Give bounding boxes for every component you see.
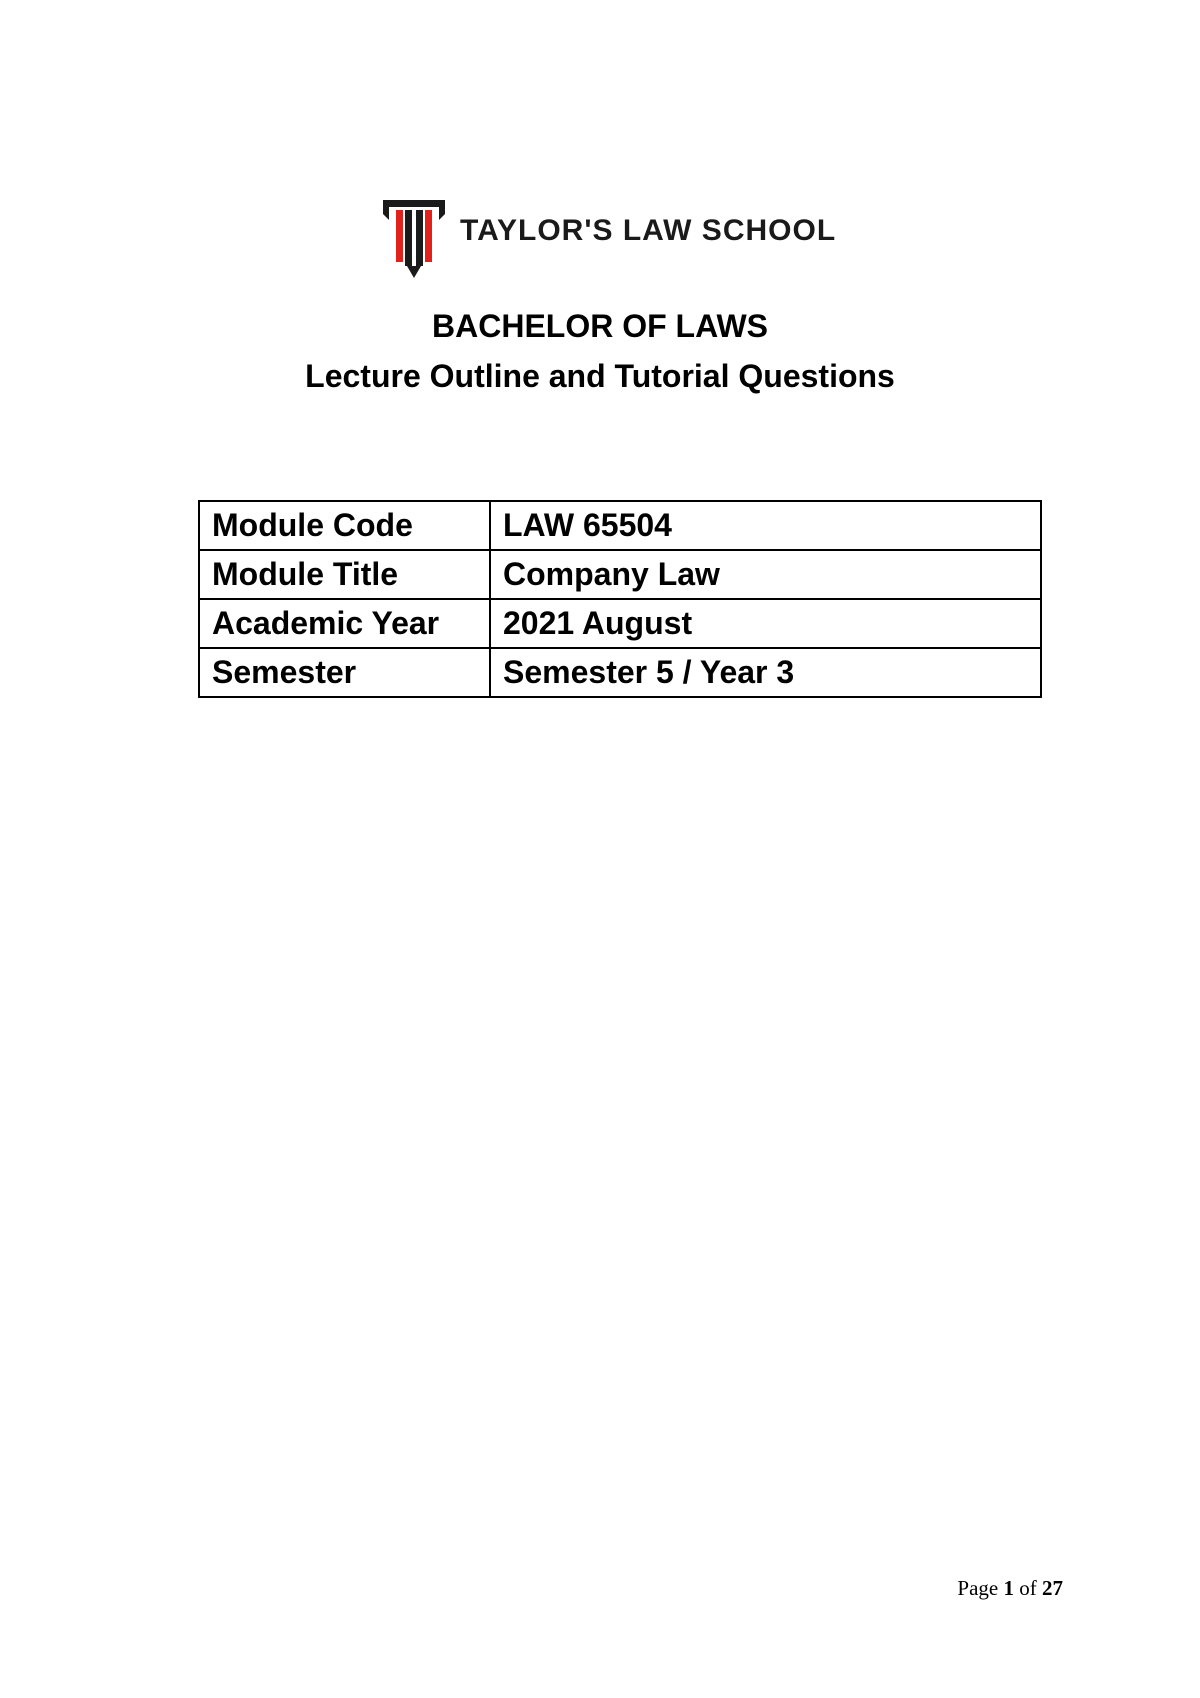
module-code-value: LAW 65504 [490,501,1041,550]
page-current: 1 [1003,1576,1014,1600]
page-separator: of [1019,1576,1037,1600]
module-title-label: Module Title [199,550,490,599]
semester-label: Semester [199,648,490,697]
table-row [199,550,1041,599]
page-total: 27 [1042,1576,1063,1600]
shield-logo-icon [383,200,445,278]
school-logo [383,200,843,280]
semester-value: Semester 5 / Year 3 [490,648,1041,697]
table-row [199,599,1041,648]
table-row [199,501,1041,550]
academic-year-label: Academic Year [199,599,490,648]
module-title-value: Company Law [490,550,1041,599]
module-code-label: Module Code [199,501,490,550]
page-number [957,1576,1063,1601]
document-subtitle: Lecture Outline and Tutorial Questions [305,358,895,394]
table-row [199,648,1041,697]
logo-text: TAYLOR'S LAW SCHOOL [460,214,837,247]
degree-title: BACHELOR OF LAWS [432,308,768,344]
page-prefix: Page [957,1576,999,1600]
module-info-table [198,500,1042,698]
academic-year-value: 2021 August [490,599,1041,648]
